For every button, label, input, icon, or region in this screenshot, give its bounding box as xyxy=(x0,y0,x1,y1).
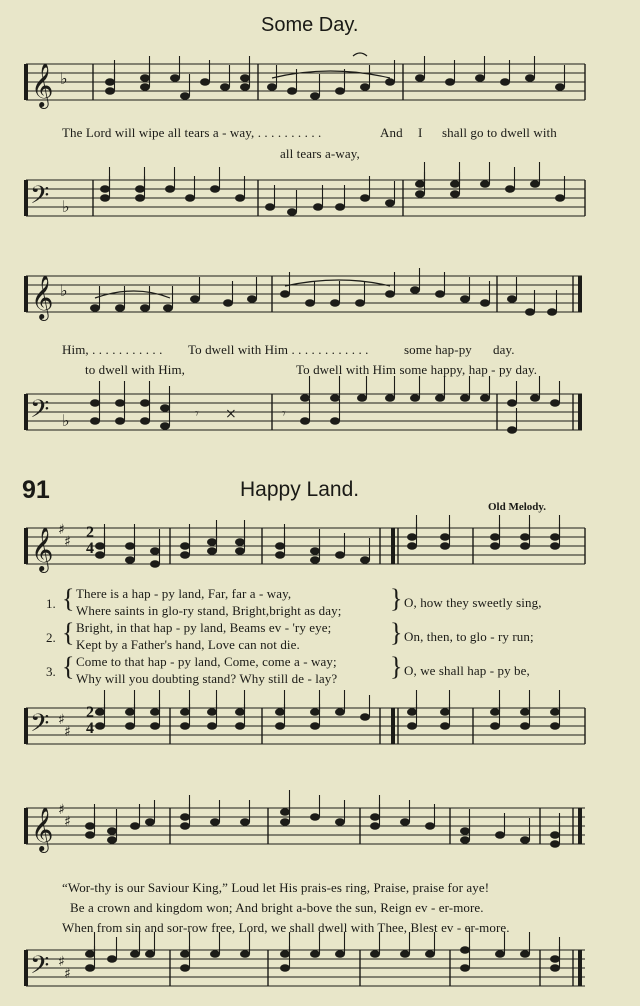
lyric-line-1a: The Lord will wipe all tears a - way, . . . . . . . . . . xyxy=(62,125,322,140)
lyric-line-1b: And xyxy=(380,125,403,140)
verse-2-line-a: Bright, in that hap - py land, Beams ev - 'ry eye; xyxy=(76,620,332,635)
verse-3-line-b: Why will you doubting stand? Why still de - lay? xyxy=(76,671,338,686)
lyric-line-2-alt-a: to dwell with Him, xyxy=(85,362,186,377)
lyric-line-2a: Him, . . . . . . . . . . . xyxy=(62,342,163,357)
hymn-title-happy-land: Happy Land. xyxy=(240,478,360,501)
verse-1-line-a: There is a hap - py land, Far, far a - way, xyxy=(76,586,292,601)
brace-left-1: { xyxy=(62,584,75,613)
treble-staff-2 xyxy=(0,268,640,328)
brace-right-1: } xyxy=(390,584,403,613)
time-signature-treble: 2 4 xyxy=(86,524,94,557)
composer-credit: Old Melody. xyxy=(488,501,547,513)
svg-text:𝄢: 𝄢 xyxy=(30,395,50,430)
lyric-line-1-alt: all tears a-way, xyxy=(280,146,360,161)
lyric-line-2d: day. xyxy=(493,342,515,357)
bass-clef-icon: 𝄢 xyxy=(30,181,50,216)
verse-2-line-b: Kept by a Father's hand, Love can not die. xyxy=(76,637,300,652)
time-signature-bass: 2 4 xyxy=(86,704,94,737)
treble-staff-1 xyxy=(0,56,640,116)
brace-left-2: { xyxy=(62,618,75,647)
brace-left-3: { xyxy=(62,652,75,681)
svg-text:𝄞: 𝄞 xyxy=(31,807,54,851)
notes-treble-4 xyxy=(85,790,560,848)
notes-bass-2 xyxy=(90,376,560,434)
lyric-line-1d: shall go to dwell with xyxy=(442,125,557,140)
svg-text:♭: ♭ xyxy=(62,411,70,430)
svg-text:♯: ♯ xyxy=(58,712,65,728)
treble-staff-4 xyxy=(0,800,640,860)
svg-text:𝄢: 𝄢 xyxy=(30,709,50,744)
svg-text:𝄞: 𝄞 xyxy=(31,527,54,571)
svg-text:𝄞: 𝄞 xyxy=(31,275,54,319)
svg-text:♯: ♯ xyxy=(64,966,71,982)
verse-number-3: 3. xyxy=(46,664,56,679)
notes-treble-1 xyxy=(105,56,565,100)
notes-bass-3 xyxy=(95,690,560,730)
bass-staff-4 xyxy=(0,942,640,1002)
verse-3-line-a: Come to that hap - py land, Come, come a - way; xyxy=(76,654,337,669)
verse-3-refrain: O, we shall hap - py be, xyxy=(404,663,530,678)
svg-text:𝄢: 𝄢 xyxy=(30,951,50,986)
svg-text:♯: ♯ xyxy=(64,724,71,740)
final-line-2: Be a crown and kingdom won; And bright a-bove the sun, Reign ev - er-more. xyxy=(70,900,484,915)
svg-text:♯: ♯ xyxy=(64,534,71,550)
svg-text:♯: ♯ xyxy=(58,802,65,818)
verse-1-line-b: Where saints in glo-ry stand, Bright,bright as day; xyxy=(76,603,342,618)
svg-text:♯: ♯ xyxy=(58,522,65,538)
brace-right-2: } xyxy=(390,618,403,647)
svg-text:♭: ♭ xyxy=(60,281,68,300)
verse-number-2: 2. xyxy=(46,630,56,645)
notes-treble-3 xyxy=(95,515,560,568)
final-line-3: When from sin and sor-row free, Lord, we shall dwell with Thee, Blest ev - er-more. xyxy=(62,920,510,935)
bass-staff-1 xyxy=(0,172,640,232)
hymn-title-some-day: Some Day. xyxy=(261,14,359,36)
bass-staff-3 xyxy=(0,700,640,760)
verse-number-1: 1. xyxy=(46,596,56,611)
svg-text:♭: ♭ xyxy=(60,69,68,88)
brace-right-3: } xyxy=(390,652,403,681)
final-line-1: “Wor-thy is our Saviour King,” Loud let His prais-es ring, Praise, praise for aye! xyxy=(62,880,490,895)
notes-treble-2 xyxy=(90,268,557,316)
bass-staff-2 xyxy=(0,386,640,446)
lyric-line-2b: To dwell with Him . . . . . . . . . . . . xyxy=(188,342,369,357)
svg-text:𝄾: 𝄾 xyxy=(195,406,199,422)
svg-text:♯: ♯ xyxy=(64,814,71,830)
verse-1-refrain: O, how they sweetly sing, xyxy=(404,595,542,610)
treble-staff-3 xyxy=(0,520,640,580)
treble-clef-icon: 𝄞 xyxy=(31,63,54,107)
lyric-line-2c: some hap-py xyxy=(404,342,472,357)
svg-text:♯: ♯ xyxy=(58,954,65,970)
verse-2-refrain: On, then, to glo - ry run; xyxy=(404,629,534,644)
svg-text:×: × xyxy=(225,406,237,422)
lyric-line-2-alt-b: To dwell with Him some happy, hap - py day. xyxy=(296,362,538,377)
svg-text:♭: ♭ xyxy=(62,197,70,216)
lyric-line-1c: I xyxy=(418,125,423,140)
hymn-number: 91 xyxy=(22,476,50,504)
svg-text:𝄾: 𝄾 xyxy=(282,406,286,422)
